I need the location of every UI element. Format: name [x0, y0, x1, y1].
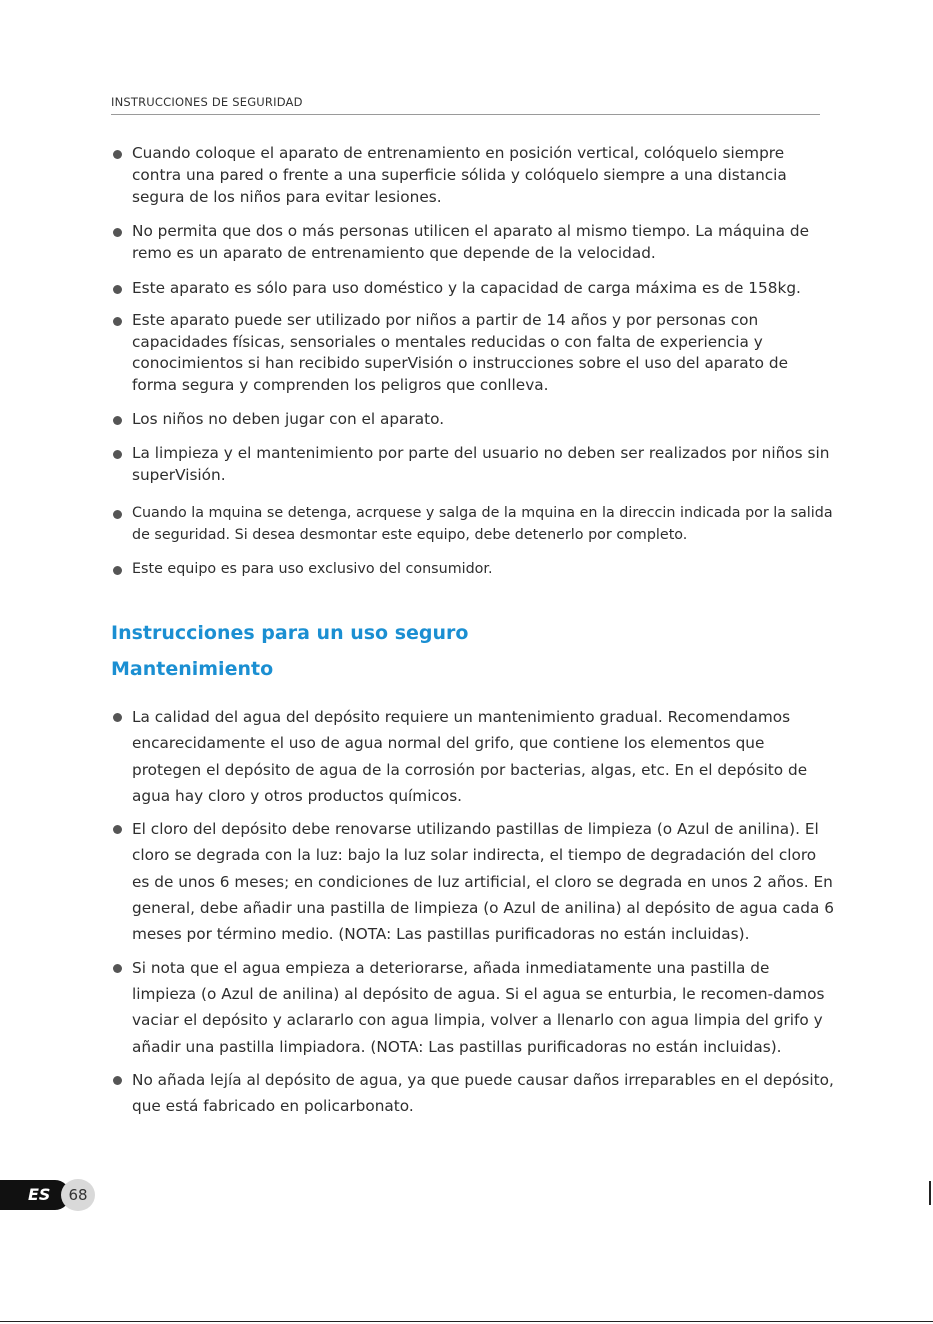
- page-number: 68: [68, 1186, 88, 1204]
- safety-bullet: Cuando la mquina se detenga, acrquese y salga de la mquina en la direccin indicada por la salida de seguridad. Si desea desmontar este equipo, debe detenerlo por completo.: [111, 503, 836, 547]
- maintenance-bullet: La calidad del agua del depósito requiere un mantenimiento gradual. Recomendamos encarecidamente el uso de agua normal del grifo, que contiene los elementos que protegen el depósito de agua de la corrosión por bacterias, algas, etc. En el depósito de agua hay cloro y otros productos químicos.: [111, 704, 836, 809]
- maintenance-bullet: Si nota que el agua empieza a deteriorarse, añada inmediatamente una pastilla de limpieza (o Azul de anilina) al depósito de agua. Si el agua se enturbia, le recomen-damos vaciar el depósito y aclararlo con agua limpia, volver a llenarlo con agua limpia del grifo y añadir una pastilla limpiadora. (NOTA: Las pastillas purificadoras no están incluidas).: [111, 955, 836, 1060]
- safety-bullet: Este equipo es para uso exclusivo del consumidor.: [111, 559, 836, 581]
- safety-bullet: Los niños no deben jugar con el aparato.: [111, 409, 836, 431]
- edge-mark: [929, 1181, 931, 1205]
- maintenance-bullet-list: [111, 704, 836, 1119]
- safety-bullet: Este aparato es sólo para uso doméstico y la capacidad de carga máxima es de 158kg.: [111, 278, 836, 300]
- language-code: ES: [28, 1185, 51, 1204]
- header-divider: [111, 114, 820, 115]
- safety-bullet: No permita que dos o más personas utilicen el aparato al mismo tiempo. La máquina de remo es un aparato de entrenamiento que depende de la velocidad.: [111, 221, 836, 265]
- section-heading-safe-use: Instrucciones para un uso seguro: [111, 622, 469, 644]
- safety-bullet-list-continued: [111, 503, 836, 580]
- safety-bullet-list: [111, 143, 836, 498]
- maintenance-bullet: El cloro del depósito debe renovarse utilizando pastillas de limpieza (o Azul de anilina). El cloro se degrada con la luz: bajo la luz solar indirecta, el tiempo de degradación del cloro es de unos 6 meses; en condiciones de luz artificial, el cloro se degrada en unos 2 años. En general, debe añadir una pastilla de limpieza (o Azul de anilina) al depósito de agua cada 6 meses por término medio. (NOTA: Las pastillas purificadoras no están incluidas).: [111, 816, 836, 947]
- maintenance-bullet: No añada lejía al depósito de agua, ya que puede causar daños irreparables en el depósito, que está fabricado en policarbonato.: [111, 1067, 836, 1120]
- running-header: INSTRUCCIONES DE SEGURIDAD: [111, 95, 303, 109]
- section-heading-maintenance: Mantenimiento: [111, 658, 274, 680]
- safety-bullet: La limpieza y el mantenimiento por parte del usuario no deben ser realizados por niños sin superVisión.: [111, 443, 836, 487]
- safety-bullet: Cuando coloque el aparato de entrenamiento en posición vertical, colóquelo siempre contra una pared o frente a una superficie sólida y colóquelo siempre a una distancia segura de los niños para evitar lesiones.: [111, 143, 836, 208]
- bottom-rule: [0, 1321, 933, 1322]
- safety-bullet: Este aparato puede ser utilizado por niños a partir de 14 años y por personas con capacidades físicas, sensoriales o mentales reducidas o con falta de experiencia y conocimientos si han recibido superVisión o instrucciones sobre el uso del aparato de forma segura y comprenden los peligros que conlleva.: [111, 310, 836, 397]
